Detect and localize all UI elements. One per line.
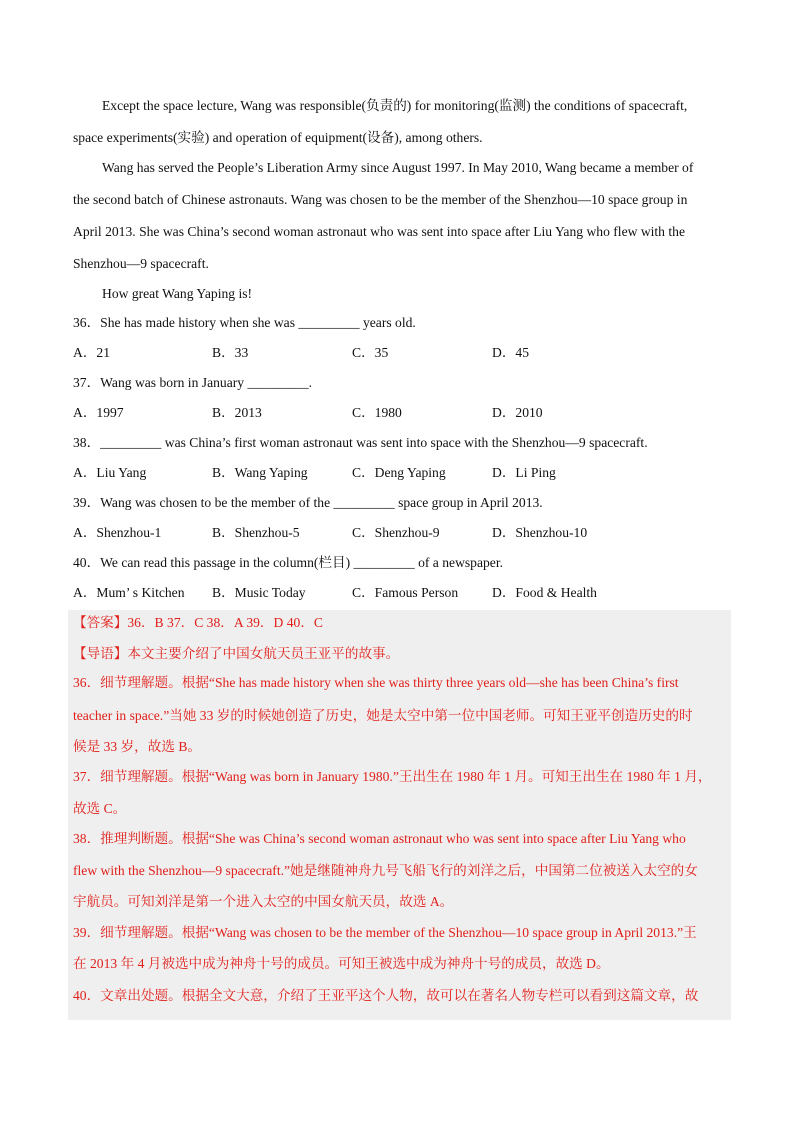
- option-row: [73, 343, 733, 363]
- option: A．Mum’ s Kitchen: [73, 585, 185, 600]
- explanation-line: 故选 C。: [73, 801, 127, 816]
- question-stem: 39．Wang was chosen to be the member of the _________ space group in April 2013.: [73, 495, 543, 510]
- passage-line: How great Wang Yaping is!: [102, 286, 253, 301]
- question-stem: 38．_________ was China’s first woman astronaut was sent into space with the Shenzhou—9 spacecraft.: [73, 435, 648, 450]
- explanation-line: flew with the Shenzhou—9 spacecraft.”她是继随神舟九号飞船飞行的刘洋之后，中国第二位被送入太空的女: [73, 863, 698, 878]
- explanation-line: 37．细节理解题。根据“Wang was born in January 1980.”王出生在 1980 年 1 月。可知王出生在 1980 年 1 月，: [73, 769, 712, 784]
- explanation-line: 在 2013 年 4 月被选中成为神舟十号的成员。可知王被选中成为神舟十号的成员，故选 D。: [73, 956, 610, 971]
- option: A．Liu Yang: [73, 465, 147, 480]
- question-stem: 40．We can read this passage in the column(栏目) _________ of a newspaper.: [73, 555, 504, 570]
- option: C．Deng Yaping: [352, 465, 446, 480]
- option: C．Shenzhou-9: [352, 525, 440, 540]
- explanation-line: 40．文章出处题。根据全文大意，介绍了王亚平这个人物，故可以在著名人物专栏可以看到这篇文章，故: [73, 988, 699, 1003]
- guide-text: 【导语】本文主要介绍了中国女航天员王亚平的故事。: [73, 646, 400, 661]
- option: D．2010: [492, 405, 543, 420]
- explanation-line: 宇航员。可知刘洋是第一个进入太空的中国女航天员，故选 A。: [73, 894, 454, 909]
- option-row: [73, 463, 733, 483]
- option: B．2013: [212, 405, 262, 420]
- question-stem: 36．She has made history when she was _________ years old.: [73, 315, 416, 330]
- option: D．Shenzhou-10: [492, 525, 588, 540]
- passage-line: the second batch of Chinese astronauts. Wang was chosen to be the member of the Shenzhou—10 space group in: [73, 192, 688, 207]
- passage-line: space experiments(实验) and operation of equipment(设备), among others.: [73, 130, 483, 145]
- option: D．Li Ping: [492, 465, 556, 480]
- option: A．1997: [73, 405, 124, 420]
- explanation-line: 39．细节理解题。根据“Wang was chosen to be the member of the Shenzhou—10 space group in April 2013.”王: [73, 925, 697, 940]
- explanation-line: teacher in space.”当她 33 岁的时候她创造了历史，她是太空中第一位中国老师。可知王亚平创造历史的时: [73, 708, 693, 723]
- passage-line: Wang has served the People’s Liberation Army since August 1997. In May 2010, Wang became a member of: [102, 160, 694, 175]
- option: A．Shenzhou-1: [73, 525, 162, 540]
- option: B．33: [212, 345, 249, 360]
- passage-line: Shenzhou—9 spacecraft.: [73, 256, 209, 271]
- explanation-line: 38．推理判断题。根据“She was China’s second woman astronaut who was sent into space after Liu Yang who: [73, 831, 686, 846]
- passage-line: April 2013. She was China’s second woman astronaut who was sent into space after Liu Yang who flew with the: [73, 224, 685, 239]
- option: B．Music Today: [212, 585, 306, 600]
- option: B．Wang Yaping: [212, 465, 308, 480]
- explanation-line: 候是 33 岁，故选 B。: [73, 739, 202, 754]
- option-row: [73, 403, 733, 423]
- option: C．Famous Person: [352, 585, 459, 600]
- option: A．21: [73, 345, 111, 360]
- passage-line: Except the space lecture, Wang was responsible(负责的) for monitoring(监测) the conditions of spacecraft,: [102, 98, 688, 113]
- option-row: [73, 583, 733, 603]
- question-stem: 37．Wang was born in January _________.: [73, 375, 313, 390]
- option: C．35: [352, 345, 389, 360]
- option: D．Food & Health: [492, 585, 597, 600]
- option: B．Shenzhou-5: [212, 525, 300, 540]
- option-row: [73, 523, 733, 543]
- explanation-line: 36．细节理解题。根据“She has made history when she was thirty three years old—she has been China’s first: [73, 675, 679, 690]
- option: D．45: [492, 345, 530, 360]
- option: C．1980: [352, 405, 402, 420]
- answer-key: 【答案】36．B 37．C 38．A 39．D 40．C: [73, 615, 323, 630]
